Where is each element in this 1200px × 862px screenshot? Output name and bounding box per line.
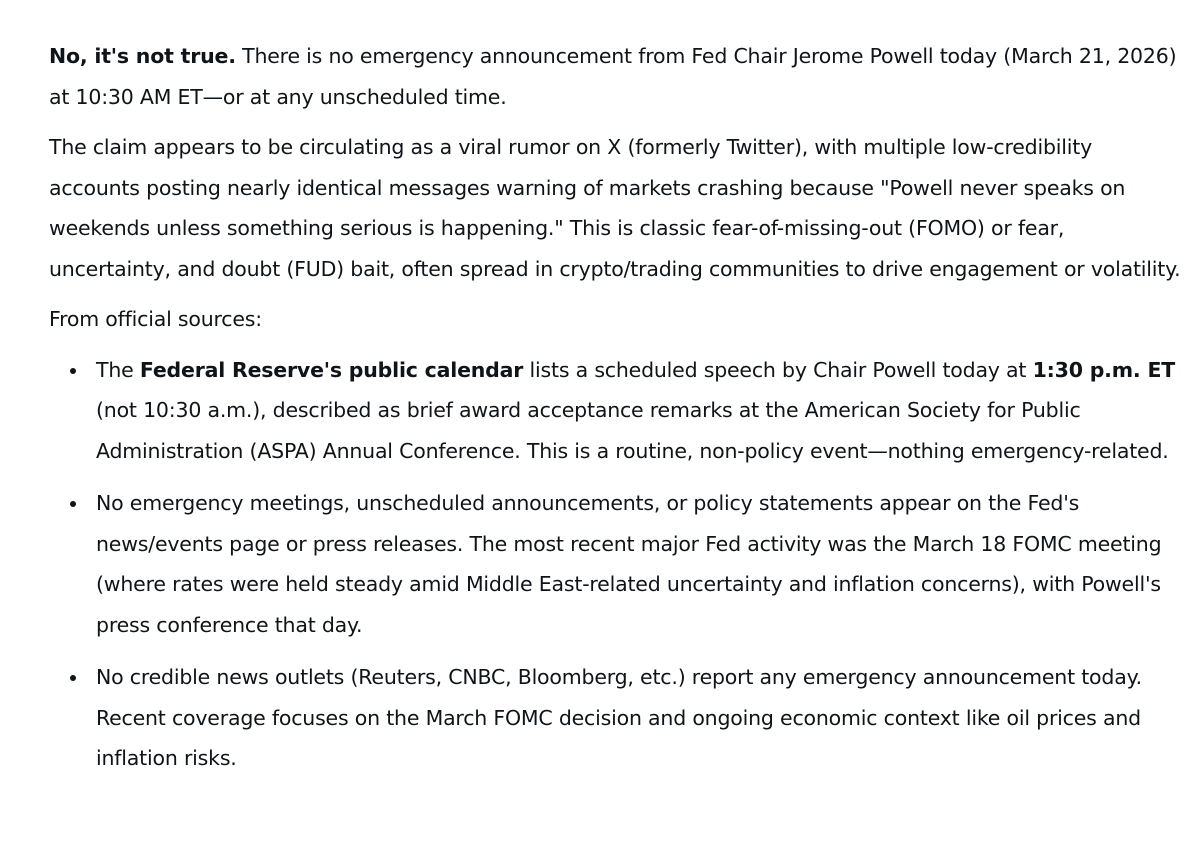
rumor-explanation-paragraph: The claim appears to be circulating as a viral rumor on X (formerly Twitter), with multiple low-credibility accounts posting nearly identical messages warning of markets crashing because "Powell never speaks on weekends unless something serious is happening." This is classic fear-of-missing-out (FOMO) or fear, uncertainty, and doubt (FUD) bait, often spread in crypto/trading communities to drive engagement or volatility. (49, 135, 1181, 281)
bullet-dot (70, 675, 76, 681)
list-item: No credible news outlets (Reuters, CNBC, Bloomberg, etc.) report any emergency announcement today. Recent coverage focuses on the March FOMC decision and ongoing economic context like oil prices and inflation risks. (96, 657, 1189, 779)
bullet-dot (70, 368, 76, 374)
sources-list (49, 350, 1189, 779)
speech-time: 1:30 p.m. ET (1032, 357, 1176, 382)
response-body (49, 36, 1189, 791)
intro-paragraph (49, 36, 1189, 117)
sources-intro: From official sources: (49, 307, 262, 331)
list-item: The Federal Reserve's public calendar lists a scheduled speech by Chair Powell today at 1:30 p.m. ET (not 10:30 a.m.), described as brief award acceptance remarks at the American Society for Public Administration (ASPA) Annual Conference. This is a routine, non-policy event—nothing emergency-related. (96, 350, 1189, 472)
list-item: No emergency meetings, unscheduled announcements, or policy statements appear on the Fed's news/events page or press releases. The most recent major Fed activity was the March 18 FOMC meeting (where rates were held steady amid Middle East-related uncertainty and inflation concerns), with Powell's press conference that day. (96, 483, 1189, 645)
intro-text: There is no emergency announcement from Fed Chair Jerome Powell today (March 21, 2026) at 10:30 AM ET—or at any unscheduled time. (49, 44, 1177, 109)
calendar-reference: Federal Reserve's public calendar (139, 357, 524, 382)
verdict-text: No, it's not true. (49, 44, 236, 68)
bullet-dot (70, 501, 76, 507)
